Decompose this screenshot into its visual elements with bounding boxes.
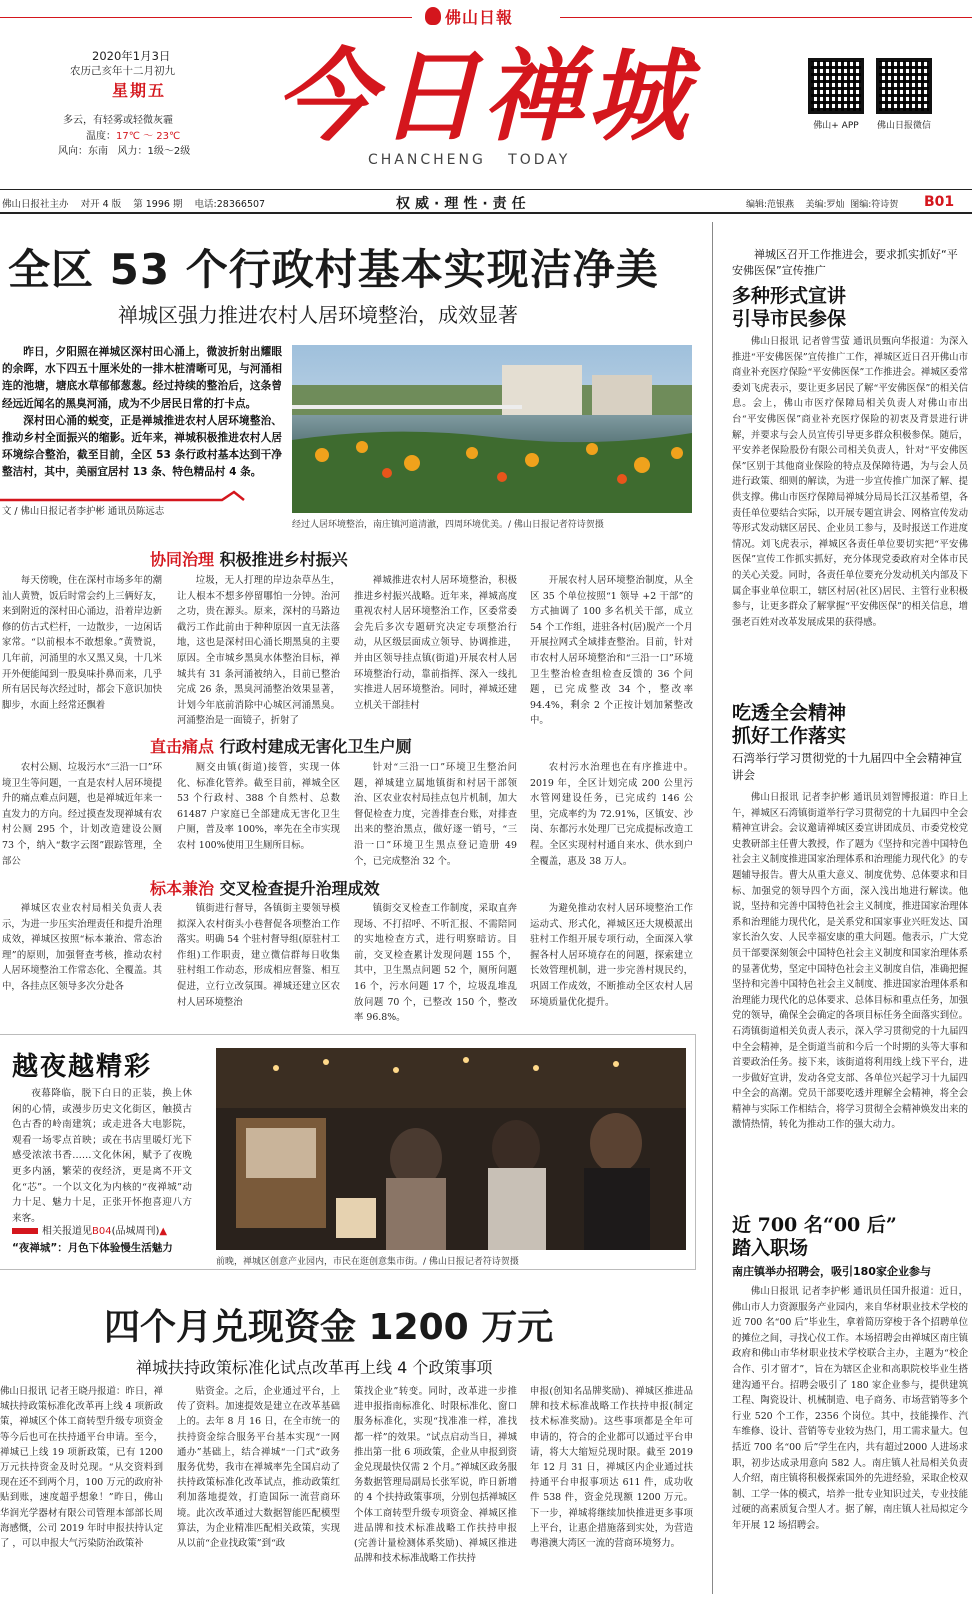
lead-byline: 文 / 佛山日报记者李护彬 通讯员陈远志	[2, 506, 165, 517]
lead-photo	[292, 345, 692, 513]
section-2-heading: 直击痛点 行政村建成无害化卫生户厕	[150, 737, 412, 756]
night-photo-caption: 前晚，禅城区创意产业园内，市民在逛创意集市街。/ 佛山日报记者符诗贺摄	[216, 1257, 519, 1267]
editors: 编辑:范银燕 美编:罗灿 图编:符诗贺	[746, 200, 899, 210]
issue-date: 2020年1月3日	[92, 49, 171, 63]
section-2-col-1: 农村公厕、垃圾污水“三沿一口”环境卫生等问题，一直是农村人居环境提升的痛点难点问题，也是禅城近年来一直发力的方向。经过摸查发现禅城有农村公厕 295 个，计划改造建设公厕 73 个，纳入“数字云图”跟踪管理，全部公	[2, 762, 162, 867]
masthead-subtitle: CHANCHENG TODAY	[368, 152, 571, 168]
weather-text: 多云，有轻雾或轻微灰霾	[63, 115, 173, 126]
lead-headline: 全区 53 个行政村基本实现洁净美	[8, 245, 659, 294]
night-photo	[216, 1048, 686, 1250]
side-3-text: 佛山日报讯 记者李护彬 通讯员任国升报道：近日，佛山市人力资源服务产业园内，来自华材职业技术学校的近 700 名“00 后”毕业生，拿着简历穿梭于各个招聘单位的摊位之间，寻找心仪工作。本场招聘会由禅城区南庄镇政府和佛山市华材职业技术学校联合主办，主题为“校企合作、引才留才”，旨在为辖区企业和高职院校毕业生搭建沟通平台。招聘会吸引了 180 家企业参与，提供建筑工程、陶瓷设计、机械制造、电子商务、市场营销等多个行业 520 个工作，2356 个岗位。其中，技能操作、汽车维修、设计、营销等专业较为热门，用工需求量大。包括近 700 名“00 后”学生在内，共有超过2000 人进场求职，初步达成录用意向 582 人。南庄镇人社局相关负责人介绍，南庄镇将积极探索国外的先进经验，采取企校双制、工学一体的模式，培养一批专业知识过关，专业技能过硬的高素质复合型人才。据了解，南庄镇人社局拟定今年开展 12 场招聘会。	[732, 1286, 968, 1531]
masthead-title: 今日禅城	[275, 37, 691, 155]
slogan: 权威·理性·责任	[396, 196, 531, 212]
section-3-col-2: 镇街进行督导，各镇街主要领导模拟深入农村街头小巷督促各项整治工作落实。明确 54 个驻村督导组(原驻村工作组)工作职责，建立微信群每日收集驻村组工作动态，形成相应督鉴、相互促进，立行立改氛围。禅城还建立区农村人居环境整治	[177, 903, 340, 1008]
bottom-col-1: 佛山日报讯 记者王晓丹报道：昨日，禅城扶持政策标准化改革再上线 4 项新政策，禅城区个体工商转型升级专项资金等今后也可在扶持通平台申请。至今，禅城已上线 19 项新政策，已有 1200 万元扶持资金及时兑现。“从交资料到现在还不到两个月，100 万元的政府补贴到账，速度超乎想象！”昨日，佛山华润光学器材有限公司管理本部部长周海感慨，公司 2019 年时申报扶持认定了 ，可以申报大气污染防治政策补	[0, 1386, 163, 1550]
section-2-col-3: 针对“三沿一口”环境卫生整治问题，禅城建立属地镇街和村居干部领治、区农业农村局挂点包片机制，加大督促检查力度，完善排查台账，对排查出来的整治黑点，做好逐一销号，“三沿一口”环境卫生黑点登记造册 49 个，已完成整治 32 个。	[354, 762, 517, 867]
weekday: 星期五	[112, 81, 167, 100]
lead-photo-caption: 经过人居环境整治，南庄镇河道清澈，四周环境优美。/ 佛山日报记者符诗贺摄	[292, 520, 604, 530]
bottom-col-4: 申报(创知名品牌奖励)、禅城区推进品牌和技术标准战略工作扶持申报(制定技术标准奖励)。这些事项都是全年可申请的，符合的企业都可以通过平台申请，将大大缩短兑现时限。截至 2019 年 12 月 31 日，禅城区内企业通过扶持通平台申报事项达 611 件，成功收件 538 件，资金兑现额 1200 万元。下一步，禅城将继续加快推进更多事项上平台，让惠企措施落到实处，为营造粤港澳大湾区一流的营商环境努力。	[530, 1386, 693, 1550]
section-2-col-4: 农村污水治理也在有序推进中。2019 年，全区计划完成 200 公里污水管网建设任务，已完成约 146 公里，完成率约为 72.91%，区镇安、沙岗、东都污水处理厂已完成提标改造工程。全区实现村村通自来水、供水到户全覆盖，惠及 38 万人。	[530, 762, 693, 867]
top-brand: 佛山日報	[425, 5, 555, 27]
side-3-sub: 南庄镇举办招聘会，吸引180家企业参与	[732, 1265, 931, 1278]
bottom-subhead: 禅城扶持政策标准化试点改革再上线 4 个政策事项	[136, 1358, 493, 1377]
section-1-col-4: 开展农村人居环境整治制度，从全区 35 个单位按照“1 领导 +2 干部”的方式抽调了 100 多名机关干部，成立 54 个工作组，进驻各村(居)脱产一个月开展拉网式全域排查整治。目前，针对市农村人居环境整治和“三沿一口”环境卫生整治检查组检查反馈的 36 个问题，已完成整改 34 个，整改率 94.4%，剩余 2 个正按计划加紧整改中。	[530, 575, 693, 727]
bottom-col-3: 策找企业”转变。同时，改革进一步推进申报指南标准化、时限标准化、窗口服务标准化，实现“找准准一样，准找都一样”的效果。“试点启动当日，禅城推出第一批 6 项政策，企业从申报到资金兑现最快仅需 2 个月。”禅城区政务服务数据管理局副局长张军说，昨日新增的 4 个扶持政策事项，分别包括禅城区个体工商转型升级专项资金、禅城区推进品牌和技术标准战略工作扶持申报(完善计量检测体系奖励)、禅城区推进品牌和技术标准战略工作扶持	[354, 1386, 517, 1565]
side-2-sub: 石湾举行学习贯彻党的十九届四中全会精神宣讲会	[732, 751, 962, 782]
bottom-col-2: 贴资金。之后，企业通过平台，上传了资料。加速提效是建立在改革基础上的。去年 8 月 16 日，在全市统一的扶持资金综合服务平台基本实现“一网通办”基础上，结合禅城“一门式”政务服务优势，我市在禅城率先全国启动了扶持政策标准化改革试点，推动政策红利加落地提效，打造国际一流营商环境。此次改革通过大数据智能匹配模型算法，为企业精准匹配相关政策，实现从以前“企业找政策”到“政	[177, 1386, 340, 1550]
night-text: 夜幕降临，脱下白日的正装，换上休闲的心情，或漫步历史文化街区，触摸古色古香的岭南建筑；或走进各大电影院，观看一场零点首映；或在书店里暖灯光下感受浓浓书香……文化休闲，赋予了夜晚更多内涵，繁荣的夜经济，更是离不开文化“芯”。一个以文化为内核的“夜禅城”动力十足、魅力十足，正张开怀抱喜迎八方来客。	[12, 1088, 192, 1224]
byline-divider	[0, 488, 290, 504]
side-3-title: 近 700 名“00 后” 踏入职场	[732, 1214, 897, 1259]
bottom-headline: 四个月兑现资金 1200 万元	[104, 1307, 554, 1348]
lead-intro: 昨日，夕阳照在禅城区深村田心涌上，微波折射出耀眼的余晖，水下四五十厘米处的一排木桩清晰可见，与河涌相连的池塘，塘底水草郁郁葱葱。经过持续的整治后，这条曾经远近闻名的黑臭河涌，成为不少居民日常的打卡点。 深村田心涌的蜕变，正是禅城推进农村人居环境整治、推动乡村全面振兴的缩影。近年来，禅城积极推进农村人居环境综合整治，截至目前，全区 53 条行政村基本达到干净整洁村，其中，美丽宜居村 13 条、特色精品村 4 条。	[2, 346, 282, 479]
lunar-date: 农历己亥年十二月初九	[70, 65, 175, 77]
ref-marker-icon	[12, 1228, 38, 1234]
section-3-col-1: 禅城区农业农村局相关负责人表示，为进一步压实治理责任和提升治理成效，禅城区按照“标本兼治、常态治理”的原则，加强督查考核，推动农村人居环境整治工作常态化、全覆盖。其中，各挂点区领导多次分赴各	[2, 903, 162, 992]
page-number: B01	[924, 194, 955, 210]
side-1-title: 多种形式宣讲 引导市民参保	[732, 285, 847, 330]
night-ref[interactable]: 相关报道见B04(品城周刊)▲	[12, 1222, 167, 1237]
info-bar-left: 佛山日报社主办 对开 4 版 第 1996 期 电话:28366507	[2, 199, 266, 210]
side-1-text: 佛山日报讯 记者曾雪萤 通讯员甄向华报道：为深入推进“平安佛医保”宣传推广工作，禅城区近日召开佛山市商业补充医疗保险“平安佛医保”工作推进会。禅城区委常委刘飞虎表示，要让更多居民了解“平安佛医保”的相关信息。会上，佛山市医疗保障局相关负责人对佛山市出台“平安佛医保”商业补充医疗保险的初衷及背景进行讲解，并要求与会人员宣传引导更多群众积极参保。随后，平安养老保险股份有限公司相关负责人，针对“平安佛医保”区别于其他商业保险的特点及保障待遇，为与会人员进行政策、细则的解读，为进一步宣传推广加深了解、提供支撑。佛山市医疗保障局禅城分局局长江汉基希望，各责任单位要结合实际，以开展专题宣讲会、网格宣传发动等形式发动辖区居民、企业员工参与，及时报送工作进度情况。刘飞虎表示，禅城区各责任单位要切实把“平安佛医保”宣传工作抓实抓好，充分体现党委政府对全体市民的关心关爱。同时，各责任单位要充分发动机关内部及下属企事业单位职工，辖区村居(社区)居民、主管行业积极参与，让更多群众了解掌握“平安佛医保”的相关信息，增强老百姓对改革发展成果的获得感。	[732, 336, 968, 628]
wind-info: 风向：东南 风力：1级～2级	[58, 146, 191, 157]
temperature: 温度：17℃ ～ 23℃	[86, 131, 181, 142]
qr-code-app-icon	[808, 58, 864, 114]
side-1-intro: 禅城区召开工作推进会，要求抓实抓好“平安佛医保”宣传推广	[732, 248, 958, 277]
section-2-col-2: 厕交由镇(街道)接管，实现一体化、标准化管养。截至目前，禅城全区 53 个行政村、388 个自然村、总数 61487 户家庭已全部建成无害化卫生户厕，普及率 100%，率先在全市实现农村 100%使用卫生厕所目标。	[177, 762, 340, 851]
qr-app-label: 佛山+ APP	[813, 121, 859, 131]
night-title: 越夜越精彩	[12, 1052, 153, 1082]
night-ref-title[interactable]: “夜禅城”：月色下体验慢生活魅力	[12, 1242, 173, 1254]
brand-logo-icon	[425, 7, 441, 25]
lead-subhead: 禅城区强力推进农村人居环境整治，成效显著	[118, 303, 518, 327]
section-1-col-1: 每天傍晚，住在深村市场多年的潮汕人黄赞，饭后时常会约上三俩好友，来到附近的深村田心涌边，沿着岸边新修的仿古式栏杆，一边散步，一边闲话家常。“以前根本不敢想象。”黄赞说，几年前，河涌里的水又黑又臭，十几米开外便能闻到一股臭味扑鼻而来，几乎所有居民每次经过时，都会下意识加快脚步，水面上经常还飘着	[2, 575, 162, 711]
section-3-heading: 标本兼治 交叉检查提升治理成效	[150, 879, 380, 898]
qr-wechat-label: 佛山日报微信	[876, 121, 931, 131]
side-2-title: 吃透全会精神 抓好工作落实	[732, 702, 847, 747]
sidebar-divider	[712, 222, 713, 1594]
section-3-col-4: 为避免推动农村人居环境整治工作运动式、形式化，禅城区还大规模派出驻村工作组开展专项行动，全面深入掌握各村人居环境存在的问题，探索建立长效管理机制，进一步完善村规民约，巩固工作成效，不断推动全区农村人居环境质量优化提升。	[530, 903, 693, 1008]
side-2-text: 佛山日报讯 记者李护彬 通讯员刘智博报道：昨日上午，禅城区石湾镇街道举行学习贯彻党的十九届四中全会精神宣讲会。会议邀请禅城区委宣讲团成员、市委党校党史教研部主任曹大教授，作了题为《坚持和完善中国特色社会主义制度推进国家治理体系和治理能力现代化》的专题辅导报告。曹大从重大意义、制度优势、总体要求和目标、加强党的领导四个方面，深入浅出地进行解读。他说，坚持和完善中国特色社会主义制度，推进国家治理体系和治理能力现代化，是关系党和国家事业兴旺发达、国家长治久安、人民幸福安康的重大问题。他表示，广大党员干部要深刻领会中国特色社会主义制度和国家治理体系的显著优势，坚定中国特色社会主义制度自信，准确把握坚持和完善中国特色社会主义制度、推进国家治理体系和治理能力现代化的总体要求、总体目标和重点任务，加强党的领导，确保全会确定的各项目标任务全面落实到位。石湾镇街道相关负责人表示，深入学习贯彻党的十九届四中全会精神，是全街道当前和今后一个时期的头等大事和首要政治任务。接下来，该街道将利用线上线下平台，进一步做好宣讲，发动各党支部、各单位兴起学习十九届四中全会的高潮。党员干部要吃透并理解全会精神，将全会精神与实际工作相结合，将学习贯彻全会精神焕发出来的激情热情，转化为推动工作的强大动力。	[732, 792, 968, 1131]
qr-code-wechat-icon	[876, 58, 932, 114]
section-3-col-3: 镇街交叉检查工作制度，采取直奔现场、不打招呼、不听汇报、不需陪同的实地检查方式，进行明察暗访。目前，交叉检查累计发现问题 155 个，其中，卫生黑点问题 52 个，厕所问题 16 个，污水问题 17 个，垃圾乱堆乱放问题 70 个，已整改 150 个，整改率 96.8%。	[354, 903, 517, 1024]
section-1-col-2: 垃圾，无人打理的岸边杂草丛生，让人根本不想多停留哪怕一分钟。治河之功，贵在源头。原来，深村的马路边截污工作此前由于种种原因一直无法落地，这也是深村田心涌长期黑臭的主要原因。全市城乡黑臭水体整治目标，禅城共有 31 条河涌被纳入，目前已整治完成 26 条，黑臭河涌整治效果显著，计划今年底前消除中心城区河涌黑臭。河涌整治是一面镜子，折射了	[177, 575, 340, 727]
section-1-heading: 协同治理 积极推进乡村振兴	[150, 550, 348, 569]
section-1-col-3: 禅城推进农村人居环境整治，积极推进乡村振兴战略。近年来，禅城高度重视农村人居环境整治工作，区委常委会先后多次专题研究决定专项整治行动，从区级层面成立领导、协调推进，并由区领导挂点镇(街道)开展农村人居环境整治行动，靠前指挥、深入一线扎实推进人居环境整治。同时，禅城还建立机关干部挂村	[354, 575, 517, 711]
